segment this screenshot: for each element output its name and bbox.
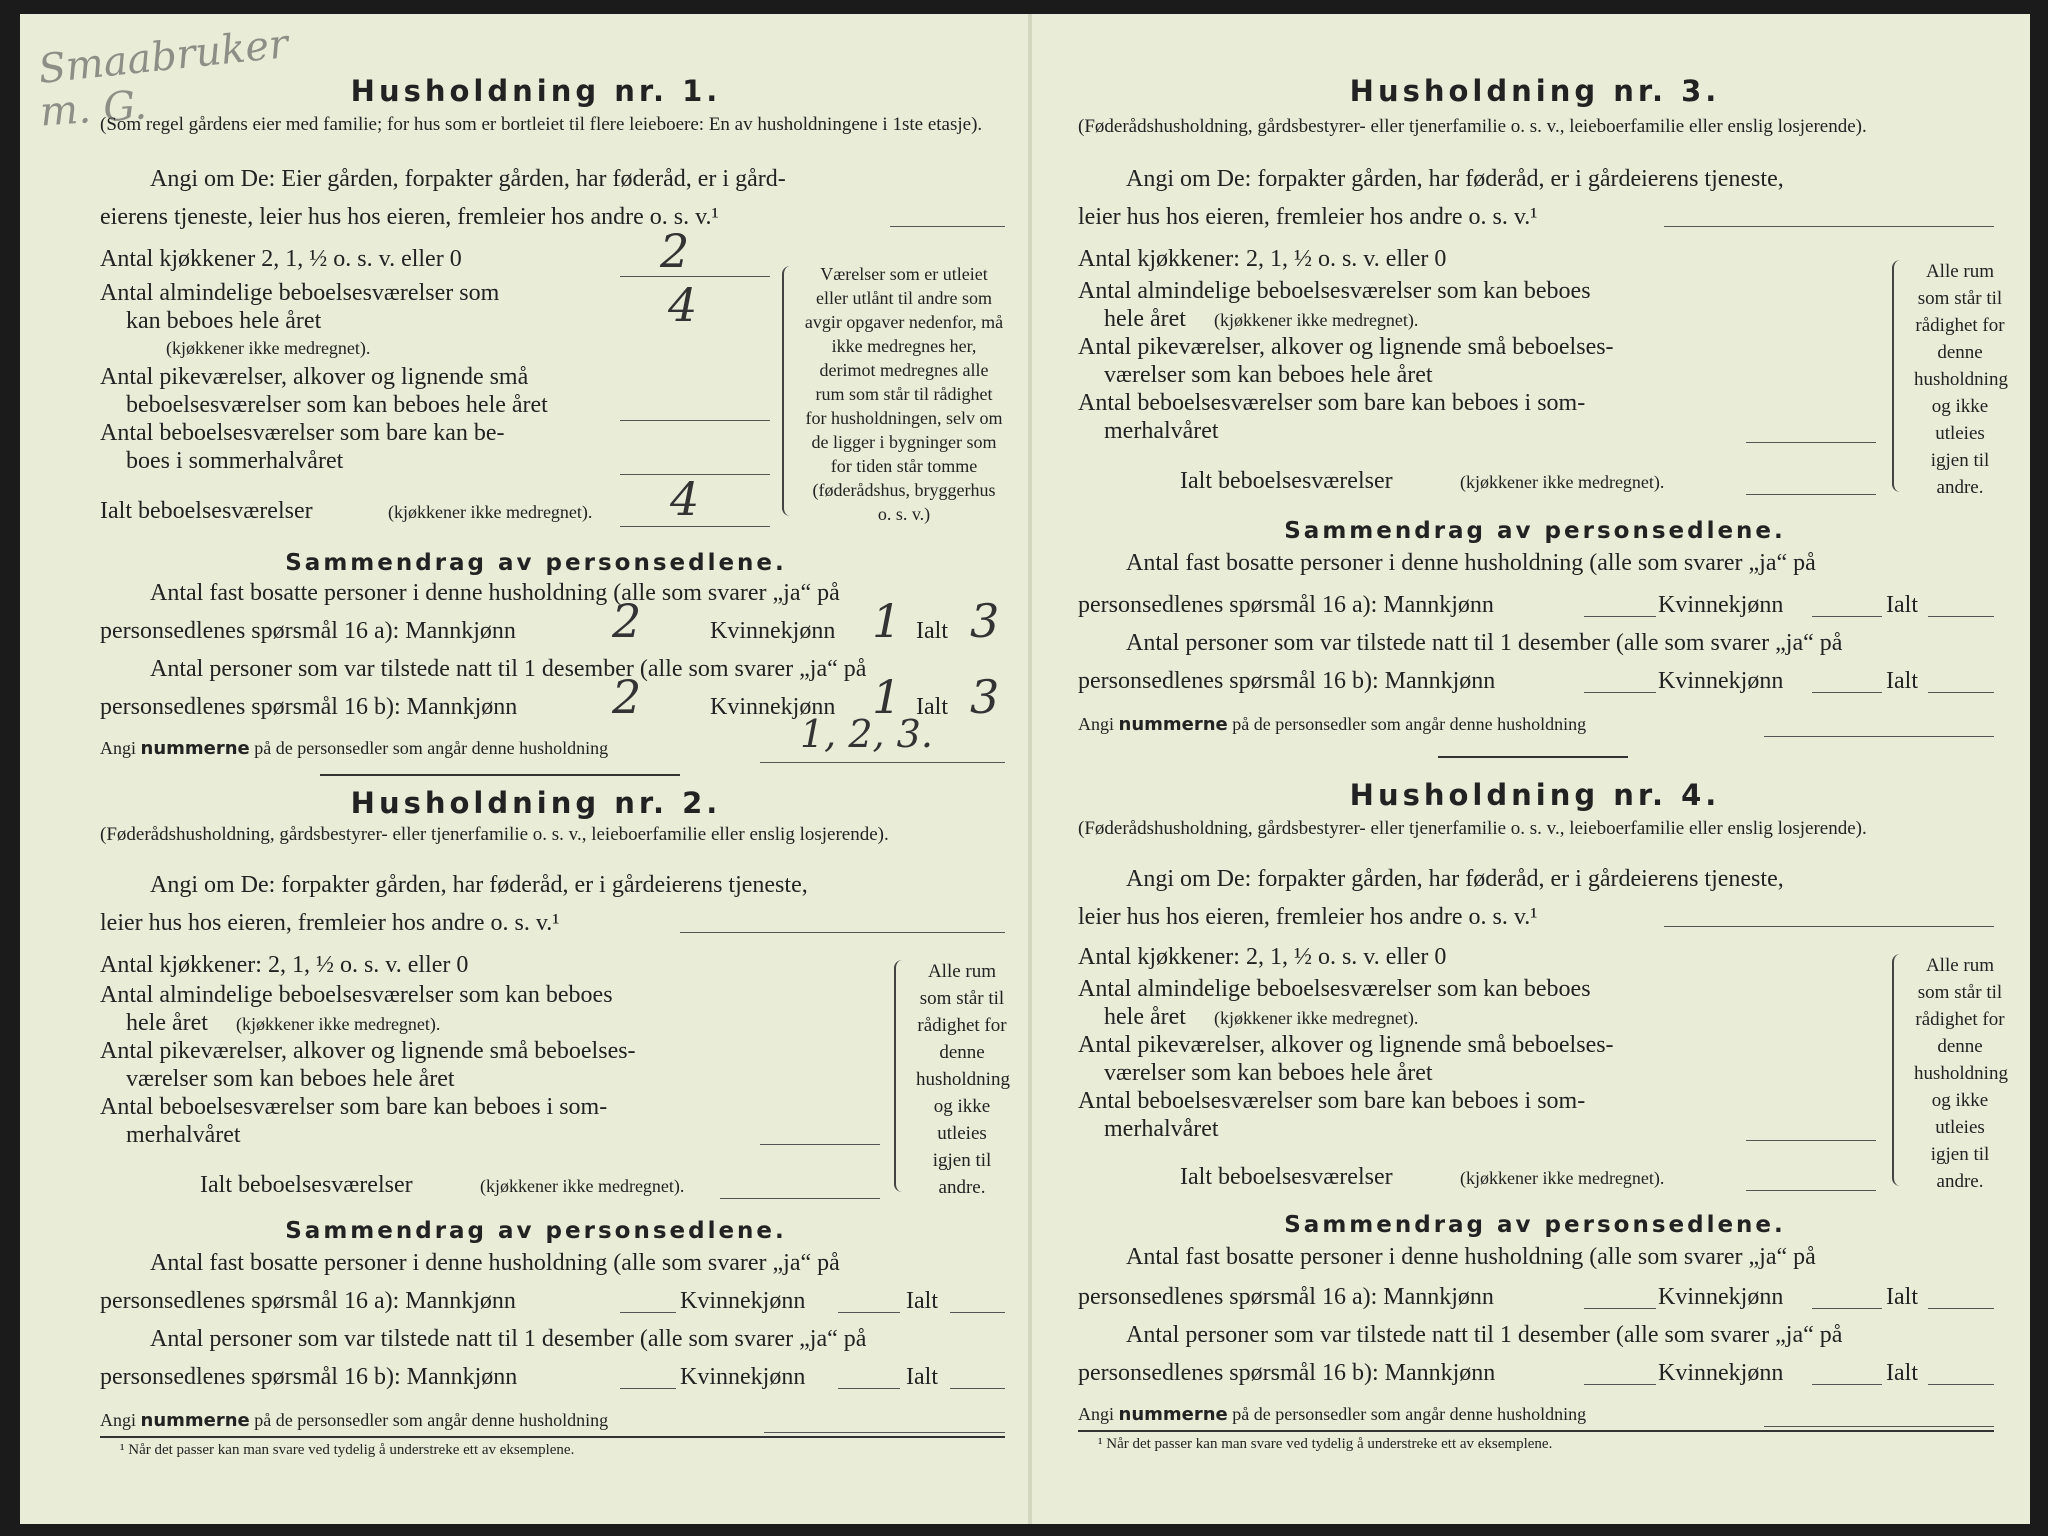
household-2-b-ialt-label: Ialt <box>906 1364 938 1390</box>
household-3-summer-rule[interactable] <box>1746 442 1876 443</box>
household-2-rooms-rule <box>760 1144 880 1145</box>
household-4-kitchens-label: Antal kjøkkener: 2, 1, ½ o. s. v. eller 0 <box>1078 944 1447 970</box>
household-1-q16a-line1: Antal fast bosatte personer i denne husholdning (alle som svarer „ja“ på <box>150 580 840 606</box>
household-1-a-male[interactable]: 2 <box>612 594 642 648</box>
household-4-q16a-line1: Antal fast bosatte personer i denne husholdning (alle som svarer „ja“ på <box>1126 1244 1816 1270</box>
household-2-q16b-line2: personsedlenes spørsmål 16 b): Mannkjønn <box>100 1364 518 1390</box>
household-3-a-ialt-label: Ialt <box>1886 592 1918 618</box>
household-2-a-female-label: Kvinnekjønn <box>680 1288 806 1314</box>
household-1-intro: (Som regel gårdens eier med familie; for hus som er bortleiet til flere leieboere: En av husholdningene i 1ste etasje). <box>100 114 983 135</box>
household-1-q16a-line2: personsedlenes spørsmål 16 a): Mannkjønn <box>100 618 516 644</box>
household-4-rooms-label-2: hele året <box>1104 1004 1186 1030</box>
household-3-a-female-label: Kvinnekjønn <box>1658 592 1784 618</box>
household-1-small-rooms-rule <box>620 420 770 421</box>
household-3-b-female-label: Kvinnekjønn <box>1658 668 1784 694</box>
household-2-q16a-line1: Antal fast bosatte personer i denne husholdning (alle som svarer „ja“ på <box>150 1250 840 1276</box>
page-fold <box>1028 14 1032 1524</box>
numbers-label-post: på de personsedler som angår denne husholdning <box>254 1410 609 1430</box>
household-3-a-male-field[interactable] <box>1584 616 1656 617</box>
household-1-rooms-value[interactable]: 4 <box>668 278 698 332</box>
household-1-kitchens-rule <box>620 276 770 277</box>
household-4-total-note: (kjøkkener ikke medregnet). <box>1460 1168 1665 1188</box>
household-1-a-female[interactable]: 1 <box>872 594 902 648</box>
household-3-angi-rule[interactable] <box>1664 226 1994 227</box>
household-4-a-male-field[interactable] <box>1584 1308 1656 1309</box>
household-3-a-female-field[interactable] <box>1812 616 1882 617</box>
household-4-angi-line1: Angi om De: forpakter gården, har føderåd, er i gårdeierens tjeneste, <box>1126 866 1784 892</box>
household-1-b-total[interactable]: 3 <box>970 670 1000 724</box>
household-3-separator <box>1438 756 1628 758</box>
household-1-a-ialt-label: Ialt <box>916 618 948 644</box>
household-1-brace-note: Værelser som er utleiet eller utlånt til andre som avgir opgaver nedenfor, må ikke medregnes her, derimot medregnes alle rum som står til rådighet for husholdningen, selv om de ligger i bygninger som for tiden står tomme (føderådshus, bryggerhus o. s. v.) <box>804 264 1004 524</box>
household-4-total-rule[interactable] <box>1746 1190 1876 1191</box>
household-2-q16a-line2: personsedlenes spørsmål 16 a): Mannkjønn <box>100 1288 516 1314</box>
household-2-small-rooms-label-2: værelser som kan beboes hele året <box>126 1066 455 1092</box>
household-2-angi-line2: leier hus hos eieren, fremleier hos andre o. s. v.¹ <box>100 910 560 936</box>
numbers-label-bold: nummerne <box>140 1410 250 1431</box>
household-1-numbers-label <box>100 738 608 759</box>
household-3-intro: (Føderådshusholdning, gårdsbestyrer- eller tjenerfamilie o. s. v., leieboerfamilie eller enslig losjerende). <box>1078 116 1867 137</box>
household-4-small-rooms-label-2: værelser som kan beboes hele året <box>1104 1060 1433 1086</box>
household-4-a-female-field[interactable] <box>1812 1308 1882 1309</box>
household-4-total-label: Ialt beboelsesværelser <box>1180 1164 1393 1190</box>
household-2-b-female-label: Kvinnekjønn <box>680 1364 806 1390</box>
household-4-b-female-field[interactable] <box>1812 1384 1882 1385</box>
household-2-angi-rule <box>680 932 1005 933</box>
household-2-a-ialt-label: Ialt <box>906 1288 938 1314</box>
household-4-angi-line2: leier hus hos eieren, fremleier hos andre o. s. v.¹ <box>1078 904 1538 930</box>
census-form-sheet <box>20 14 2030 1524</box>
household-4-q16b-line1: Antal personer som var tilstede natt til 1 desember (alle som svarer „ja“ på <box>1126 1322 1843 1348</box>
household-1-rooms-label-2: kan beboes hele året <box>126 308 322 334</box>
numbers-label-bold: nummerne <box>1118 714 1228 735</box>
household-1-q16b-line2: personsedlenes spørsmål 16 b): Mannkjønn <box>100 694 518 720</box>
margin-note-line2: m. G. <box>38 82 149 136</box>
footnote-right: ¹ Når det passer kan man svare ved tydelig å understreke ett av eksemplene. <box>1098 1436 1553 1452</box>
household-3-angi-line1: Angi om De: forpakter gården, har føderåd, er i gårdeierens tjeneste, <box>1126 166 1784 192</box>
household-1-b-ialt-label: Ialt <box>916 694 948 720</box>
household-4-brace-note: Alle rum som står til rådighet for denne husholdning og ikke utleies igjen til andre. <box>1914 955 2008 1192</box>
household-2-total-label: Ialt beboelsesværelser <box>200 1172 413 1198</box>
household-3-brace-note: Alle rum som står til rådighet for denne husholdning og ikke utleies igjen til andre. <box>1914 261 2008 498</box>
household-4-numbers-label <box>1078 1404 1586 1425</box>
household-1-total-label: Ialt beboelsesværelser <box>100 498 313 524</box>
household-1-small-rooms-label-1: Antal pikeværelser, alkover og lignende små <box>100 364 529 390</box>
household-1-b-male[interactable]: 2 <box>612 670 642 724</box>
household-4-angi-rule[interactable] <box>1664 926 1994 927</box>
household-2-intro: (Føderådshusholdning, gårdsbestyrer- eller tjenerfamilie o. s. v., leieboerfamilie eller enslig losjerende). <box>100 824 889 845</box>
household-2-summer-label-2: merhalvåret <box>126 1122 241 1148</box>
household-1-separator <box>320 774 680 776</box>
household-3-small-rooms-label-2: værelser som kan beboes hele året <box>1104 362 1433 388</box>
household-2-a-male-field[interactable] <box>620 1312 676 1313</box>
footnote-separator-right <box>1078 1430 1994 1432</box>
household-1-title: Husholdning nr. 1. <box>350 74 722 108</box>
household-3-summer-label-2: merhalvåret <box>1104 418 1219 444</box>
margin-note-line1: Smaabruker <box>36 21 291 93</box>
household-3-b-ialt-label: Ialt <box>1886 668 1918 694</box>
household-3-total-rule[interactable] <box>1746 494 1876 495</box>
household-2-brace <box>894 960 910 1192</box>
household-4-q16b-line2: personsedlenes spørsmål 16 b): Mannkjønn <box>1078 1360 1496 1386</box>
household-2-numbers-rule[interactable] <box>764 1432 1005 1433</box>
household-4-summer-label-2: merhalvåret <box>1104 1116 1219 1142</box>
household-1-angi-line1: Angi om De: Eier gården, forpakter gården, har føderåd, er i gård- <box>150 166 786 192</box>
numbers-label-post: på de personsedler som angår denne husholdning <box>254 738 609 758</box>
household-4-title: Husholdning nr. 4. <box>1349 778 1721 812</box>
household-2-small-rooms-label-1: Antal pikeværelser, alkover og lignende små beboelses- <box>100 1038 636 1064</box>
numbers-label-bold: nummerne <box>1118 1404 1228 1425</box>
household-3-total-label: Ialt beboelsesværelser <box>1180 468 1393 494</box>
household-4-summary-title: Sammendrag av personsedlene. <box>1284 1212 1786 1238</box>
household-1-kitchens-label: Antal kjøkkener 2, 1, ½ o. s. v. eller 0 <box>100 246 462 272</box>
household-1-rooms-note: (kjøkkener ikke medregnet). <box>166 338 371 358</box>
household-2-q16b-line1: Antal personer som var tilstede natt til 1 desember (alle som svarer „ja“ på <box>150 1326 867 1352</box>
household-4-b-female-label: Kvinnekjønn <box>1658 1360 1784 1386</box>
numbers-label-pre: Angi <box>100 1410 136 1430</box>
household-3-brace <box>1892 260 1908 492</box>
household-4-a-total-field[interactable] <box>1928 1308 1994 1309</box>
household-1-b-female[interactable]: 1 <box>872 670 902 724</box>
household-3-angi-line2: leier hus hos eieren, fremleier hos andre o. s. v.¹ <box>1078 204 1538 230</box>
household-2-title: Husholdning nr. 2. <box>350 786 722 820</box>
household-4-q16a-line2: personsedlenes spørsmål 16 a): Mannkjønn <box>1078 1284 1494 1310</box>
numbers-label-pre: Angi <box>1078 1404 1114 1424</box>
household-4-summer-rule[interactable] <box>1746 1140 1876 1141</box>
numbers-label-pre: Angi <box>1078 714 1114 734</box>
household-2-summary-title: Sammendrag av personsedlene. <box>285 1218 787 1244</box>
household-2-summer-label-1: Antal beboelsesværelser som bare kan beboes i som- <box>100 1094 608 1120</box>
household-1-total-rule <box>620 526 770 527</box>
household-3-q16b-line1: Antal personer som var tilstede natt til 1 desember (alle som svarer „ja“ på <box>1126 630 1843 656</box>
household-3-small-rooms-label-1: Antal pikeværelser, alkover og lignende små beboelses- <box>1078 334 1614 360</box>
household-4-numbers-rule[interactable] <box>1764 1426 1994 1427</box>
household-2-a-female-field[interactable] <box>838 1312 900 1313</box>
household-1-q16b-line1: Antal personer som var tilstede natt til 1 desember (alle som svarer „ja“ på <box>150 656 867 682</box>
household-3-rooms-label-2: hele året <box>1104 306 1186 332</box>
household-3-kitchens-label: Antal kjøkkener: 2, 1, ½ o. s. v. eller 0 <box>1078 246 1447 272</box>
household-1-kitchens-value[interactable]: 2 <box>660 224 690 278</box>
household-4-summer-label-1: Antal beboelsesværelser som bare kan beboes i som- <box>1078 1088 1586 1114</box>
household-4-rooms-label-1: Antal almindelige beboelsesværelser som kan beboes <box>1078 976 1591 1002</box>
household-1-a-total[interactable]: 3 <box>970 594 1000 648</box>
household-3-b-female-field[interactable] <box>1812 692 1882 693</box>
household-2-total-rule <box>720 1198 880 1199</box>
household-1-numbers-value[interactable]: 1, 2, 3. <box>800 712 933 756</box>
household-1-brace <box>782 266 798 516</box>
household-1-total-value[interactable]: 4 <box>670 472 700 526</box>
household-3-a-total-field[interactable] <box>1928 616 1994 617</box>
household-2-kitchens-label: Antal kjøkkener: 2, 1, ½ o. s. v. eller 0 <box>100 952 469 978</box>
household-1-numbers-rule <box>760 762 1005 763</box>
household-1-angi-rule <box>890 226 1005 227</box>
household-3-q16b-line2: personsedlenes spørsmål 16 b): Mannkjønn <box>1078 668 1496 694</box>
household-1-summer-label-2: boes i sommerhalvåret <box>126 448 344 474</box>
household-2-total-note: (kjøkkener ikke medregnet). <box>480 1176 685 1196</box>
household-2-a-total-field[interactable] <box>950 1312 1005 1313</box>
household-3-rooms-label-1: Antal almindelige beboelsesværelser som kan beboes <box>1078 278 1591 304</box>
numbers-label-post: på de personsedler som angår denne husholdning <box>1232 1404 1587 1424</box>
household-1-total-note: (kjøkkener ikke medregnet). <box>388 502 593 522</box>
household-3-b-total-field[interactable] <box>1928 692 1994 693</box>
household-1-angi-line2: eierens tjeneste, leier hus hos eieren, fremleier hos andre o. s. v.¹ <box>100 204 719 230</box>
household-3-q16a-line2: personsedlenes spørsmål 16 a): Mannkjønn <box>1078 592 1494 618</box>
household-2-b-total-field[interactable] <box>950 1388 1005 1389</box>
household-3-b-male-field[interactable] <box>1584 692 1656 693</box>
household-2-brace-note: Alle rum som står til rådighet for denne husholdning og ikke utleies igjen til andre. <box>916 961 1010 1198</box>
numbers-label-post: på de personsedler som angår denne husholdning <box>1232 714 1587 734</box>
numbers-label-bold: nummerne <box>140 738 250 759</box>
household-1-summary-title: Sammendrag av personsedlene. <box>285 550 787 576</box>
household-4-b-total-field[interactable] <box>1928 1384 1994 1385</box>
household-2-rooms-label-2: hele året <box>126 1010 208 1036</box>
household-2-rooms-note: (kjøkkener ikke medregnet). <box>236 1014 441 1034</box>
household-4-intro: (Føderådshusholdning, gårdsbestyrer- eller tjenerfamilie o. s. v., leieboerfamilie eller enslig losjerende). <box>1078 818 1867 839</box>
household-1-a-female-label: Kvinnekjønn <box>710 618 836 644</box>
household-3-rooms-note: (kjøkkener ikke medregnet). <box>1214 310 1419 330</box>
household-1-b-female-label: Kvinnekjønn <box>710 694 836 720</box>
household-3-summary-title: Sammendrag av personsedlene. <box>1284 518 1786 544</box>
footnote-left: ¹ Når det passer kan man svare ved tydelig å understreke ett av eksemplene. <box>120 1442 575 1458</box>
household-3-total-note: (kjøkkener ikke medregnet). <box>1460 472 1665 492</box>
footnote-separator-left <box>100 1436 1005 1438</box>
household-4-rooms-note: (kjøkkener ikke medregnet). <box>1214 1008 1419 1028</box>
household-3-q16a-line1: Antal fast bosatte personer i denne husholdning (alle som svarer „ja“ på <box>1126 550 1816 576</box>
numbers-label-pre: Angi <box>100 738 136 758</box>
household-2-b-male-field[interactable] <box>620 1388 676 1389</box>
household-1-small-rooms-label-2: beboelsesværelser som kan beboes hele året <box>126 392 548 418</box>
household-2-rooms-label-1: Antal almindelige beboelsesværelser som kan beboes <box>100 982 613 1008</box>
household-4-brace <box>1892 954 1908 1186</box>
household-4-a-female-label: Kvinnekjønn <box>1658 1284 1784 1310</box>
household-1-summer-label-1: Antal beboelsesværelser som bare kan be- <box>100 420 505 446</box>
household-2-numbers-label <box>100 1410 608 1431</box>
household-4-b-ialt-label: Ialt <box>1886 1360 1918 1386</box>
household-1-rooms-label-1: Antal almindelige beboelsesværelser som <box>100 280 500 306</box>
household-2-b-female-field[interactable] <box>838 1388 900 1389</box>
household-4-a-ialt-label: Ialt <box>1886 1284 1918 1310</box>
household-4-b-male-field[interactable] <box>1584 1384 1656 1385</box>
household-3-numbers-label <box>1078 714 1586 735</box>
household-3-title: Husholdning nr. 3. <box>1349 74 1721 108</box>
household-3-numbers-rule[interactable] <box>1764 736 1994 737</box>
household-2-angi-line1: Angi om De: forpakter gården, har føderåd, er i gårdeierens tjeneste, <box>150 872 808 898</box>
household-3-summer-label-1: Antal beboelsesværelser som bare kan beboes i som- <box>1078 390 1586 416</box>
household-4-small-rooms-label-1: Antal pikeværelser, alkover og lignende små beboelses- <box>1078 1032 1614 1058</box>
